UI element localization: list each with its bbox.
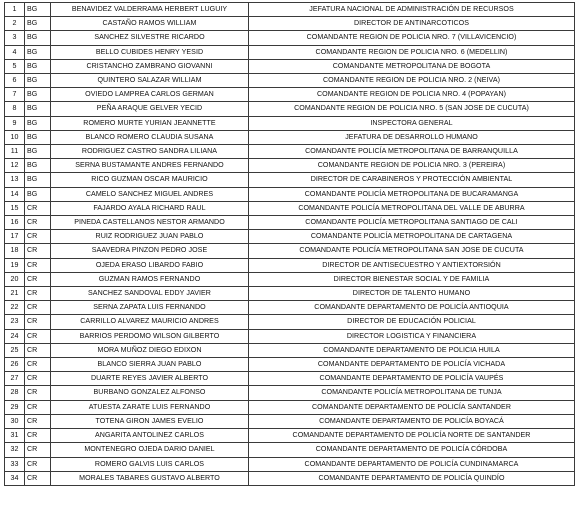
rank-cell: CR [25,301,51,315]
row-number: 16 [5,216,25,230]
table-row [5,386,575,400]
officer-name-cell: MONTENEGRO OJEDA DARIO DANIEL [51,443,249,457]
table-row [5,145,575,159]
table-row [5,31,575,45]
row-number: 21 [5,287,25,301]
officer-name-cell: PEÑA ARAQUE GELVER YECID [51,102,249,116]
row-number: 17 [5,230,25,244]
row-number: 31 [5,429,25,443]
officer-name-cell: ANGARITA ANTOLINEZ CARLOS [51,429,249,443]
officer-name-cell: ROMERO GALVIS LUIS CARLOS [51,457,249,471]
position-cell: COMANDANTE DEPARTAMENTO DE POLICÍA QUINDÍO [249,471,575,485]
officer-name-cell: CARRILLO ALVAREZ MAURICIO ANDRES [51,315,249,329]
officer-name-cell: QUINTERO SALAZAR WILLIAM [51,74,249,88]
table-row [5,17,575,31]
table-row [5,329,575,343]
rank-cell: BG [25,130,51,144]
rank-cell: CR [25,343,51,357]
position-cell: COMANDANTE POLICÍA METROPOLITANA DE CARTAGENA [249,230,575,244]
position-cell: DIRECTOR DE TALENTO HUMANO [249,287,575,301]
row-number: 4 [5,45,25,59]
row-number: 9 [5,116,25,130]
table-row [5,372,575,386]
table-row [5,443,575,457]
position-cell: COMANDANTE POLICÍA METROPOLITANA DEL VALLE DE ABURRA [249,201,575,215]
row-number: 13 [5,173,25,187]
row-number: 25 [5,343,25,357]
rank-cell: BG [25,116,51,130]
position-cell: COMANDANTE REGION DE POLICIA NRO. 7 (VILLAVICENCIO) [249,31,575,45]
rank-cell: CR [25,429,51,443]
row-number: 20 [5,272,25,286]
table-row [5,343,575,357]
position-cell: COMANDANTE REGION DE POLICIA NRO. 6 (MEDELLIN) [249,45,575,59]
row-number: 29 [5,400,25,414]
table-row [5,216,575,230]
position-cell: COMANDANTE DEPARTAMENTO DE POLICÍA CÓRDOBA [249,443,575,457]
rank-cell: BG [25,17,51,31]
officer-name-cell: SANCHEZ SILVESTRE RICARDO [51,31,249,45]
position-cell: COMANDANTE DEPARTAMENTO DE POLICÍA CUNDINAMARCA [249,457,575,471]
rank-cell: CR [25,414,51,428]
position-cell: COMANDANTE METROPOLITANA DE BOGOTA [249,59,575,73]
officer-name-cell: RODRIGUEZ CASTRO SANDRA LILIANA [51,145,249,159]
table-row [5,159,575,173]
table-row [5,230,575,244]
rank-cell: CR [25,386,51,400]
position-cell: COMANDANTE DEPARTAMENTO DE POLICÍA SANTANDER [249,400,575,414]
officer-name-cell: ROMERO MURTE YURIAN JEANNETTE [51,116,249,130]
row-number: 10 [5,130,25,144]
position-cell: DIRECTOR DE CARABINEROS Y PROTECCIÓN AMBIENTAL [249,173,575,187]
position-cell: COMANDANTE DEPARTAMENTO DE POLICÍA ANTIOQUIA [249,301,575,315]
position-cell: COMANDANTE POLICÍA METROPOLITANA SAN JOSE DE CUCUTA [249,244,575,258]
rank-cell: CR [25,244,51,258]
rank-cell: CR [25,201,51,215]
position-cell: DIRECTOR BIENESTAR SOCIAL Y DE FAMILIA [249,272,575,286]
position-cell: COMANDANTE POLICÍA METROPOLITANA DE TUNJA [249,386,575,400]
position-cell: COMANDANTE REGION DE POLICIA NRO. 4 (POPAYAN) [249,88,575,102]
officer-name-cell: OJEDA ERASO LIBARDO FABIO [51,258,249,272]
position-cell: COMANDANTE DEPARTAMENTO DE POLICÍA VICHADA [249,358,575,372]
position-cell: DIRECTOR DE ANTINARCOTICOS [249,17,575,31]
table-row [5,187,575,201]
officer-name-cell: BELLO CUBIDES HENRY YESID [51,45,249,59]
table-row [5,59,575,73]
table-row [5,315,575,329]
officer-name-cell: BARRIOS PERDOMO WILSON GILBERTO [51,329,249,343]
row-number: 22 [5,301,25,315]
position-cell: COMANDANTE DEPARTAMENTO DE POLICIA HUILA [249,343,575,357]
officer-name-cell: ATUESTA ZARATE LUIS FERNANDO [51,400,249,414]
rank-cell: CR [25,216,51,230]
row-number: 5 [5,59,25,73]
rank-cell: CR [25,230,51,244]
officer-name-cell: GUZMAN RAMOS FERNANDO [51,272,249,286]
officer-name-cell: BLANCO SIERRA JUAN PABLO [51,358,249,372]
row-number: 30 [5,414,25,428]
position-cell: DIRECTOR LOGISTICA Y FINANCIERA [249,329,575,343]
rank-cell: BG [25,173,51,187]
table-row [5,88,575,102]
rank-cell: CR [25,471,51,485]
table-row [5,102,575,116]
rank-cell: BG [25,102,51,116]
position-cell: JEFATURA NACIONAL DE ADMINISTRACIÓN DE RECURSOS [249,3,575,17]
table-row [5,258,575,272]
position-cell: INSPECTORA GENERAL [249,116,575,130]
officer-name-cell: BLANCO ROMERO CLAUDIA SUSANA [51,130,249,144]
officer-name-cell: DUARTE REYES JAVIER ALBERTO [51,372,249,386]
table-row [5,74,575,88]
officer-name-cell: RUIZ RODRIGUEZ JUAN PABLO [51,230,249,244]
officer-name-cell: PINEDA CASTELLANOS NESTOR ARMANDO [51,216,249,230]
rank-cell: CR [25,457,51,471]
rank-cell: CR [25,372,51,386]
row-number: 34 [5,471,25,485]
table-row [5,429,575,443]
table-row [5,272,575,286]
table-row [5,116,575,130]
officer-name-cell: SERNA ZAPATA LUIS FERNANDO [51,301,249,315]
rank-cell: CR [25,272,51,286]
officer-name-cell: TOTENA GIRON JAMES EVELIO [51,414,249,428]
row-number: 15 [5,201,25,215]
officers-table [4,2,575,486]
table-row [5,301,575,315]
row-number: 8 [5,102,25,116]
rank-cell: CR [25,258,51,272]
row-number: 26 [5,358,25,372]
row-number: 27 [5,372,25,386]
rank-cell: BG [25,159,51,173]
table-row [5,201,575,215]
row-number: 23 [5,315,25,329]
officer-name-cell: CRISTANCHO ZAMBRANO GIOVANNI [51,59,249,73]
rank-cell: BG [25,3,51,17]
position-cell: DIRECTOR DE EDUCACIÓN POLICIAL [249,315,575,329]
position-cell: COMANDANTE POLICÍA METROPOLITANA DE BUCARAMANGA [249,187,575,201]
officer-name-cell: CAMELO SANCHEZ MIGUEL ANDRES [51,187,249,201]
position-cell: COMANDANTE POLICÍA METROPOLITANA SANTIAGO DE CALI [249,216,575,230]
rank-cell: BG [25,31,51,45]
position-cell: COMANDANTE DEPARTAMENTO DE POLICÍA VAUPÉS [249,372,575,386]
rank-cell: CR [25,315,51,329]
row-number: 18 [5,244,25,258]
table-row [5,45,575,59]
officers-table-body [5,3,575,486]
rank-cell: BG [25,45,51,59]
row-number: 11 [5,145,25,159]
row-number: 2 [5,17,25,31]
rank-cell: BG [25,145,51,159]
position-cell: COMANDANTE POLICÍA METROPOLITANA DE BARRANQUILLA [249,145,575,159]
table-row [5,173,575,187]
rank-cell: BG [25,187,51,201]
rank-cell: BG [25,88,51,102]
officer-name-cell: BURBANO GONZALEZ ALFONSO [51,386,249,400]
row-number: 3 [5,31,25,45]
table-row [5,244,575,258]
officer-name-cell: CASTAÑO RAMOS WILLIAM [51,17,249,31]
officer-name-cell: SERNA BUSTAMANTE ANDRES FERNANDO [51,159,249,173]
position-cell: JEFATURA DE DESARROLLO HUMANO [249,130,575,144]
officer-name-cell: OVIEDO LAMPREA CARLOS GERMAN [51,88,249,102]
rank-cell: BG [25,59,51,73]
position-cell: COMANDANTE REGION DE POLICIA NRO. 5 (SAN JOSE DE CUCUTA) [249,102,575,116]
officer-name-cell: MORA MUÑOZ DIEGO EDIXON [51,343,249,357]
row-number: 33 [5,457,25,471]
rank-cell: CR [25,329,51,343]
row-number: 12 [5,159,25,173]
rank-cell: CR [25,443,51,457]
table-row [5,358,575,372]
position-cell: DIRECTOR DE ANTISECUESTRO Y ANTIEXTORSIÓN [249,258,575,272]
row-number: 32 [5,443,25,457]
officer-name-cell: SANCHEZ SANDOVAL EDDY JAVIER [51,287,249,301]
row-number: 1 [5,3,25,17]
row-number: 6 [5,74,25,88]
position-cell: COMANDANTE DEPARTAMENTO DE POLICÍA BOYACÁ [249,414,575,428]
table-row [5,3,575,17]
table-row [5,471,575,485]
row-number: 28 [5,386,25,400]
row-number: 24 [5,329,25,343]
table-row [5,457,575,471]
position-cell: COMANDANTE REGION DE POLICIA NRO. 3 (PEREIRA) [249,159,575,173]
officer-name-cell: BENAVIDEZ VALDERRAMA HERBERT LUGUIY [51,3,249,17]
rank-cell: CR [25,400,51,414]
table-row [5,414,575,428]
position-cell: COMANDANTE REGION DE POLICIA NRO. 2 (NEIVA) [249,74,575,88]
officer-name-cell: RICO GUZMAN OSCAR MAURICIO [51,173,249,187]
row-number: 7 [5,88,25,102]
position-cell: COMANDANTE DEPARTAMENTO DE POLICÍA NORTE DE SANTANDER [249,429,575,443]
officer-name-cell: SAAVEDRA PINZON PEDRO JOSE [51,244,249,258]
table-row [5,400,575,414]
table-row [5,130,575,144]
table-row [5,287,575,301]
rank-cell: CR [25,358,51,372]
row-number: 19 [5,258,25,272]
officer-name-cell: FAJARDO AYALA RICHARD RAUL [51,201,249,215]
rank-cell: CR [25,287,51,301]
row-number: 14 [5,187,25,201]
rank-cell: BG [25,74,51,88]
officer-name-cell: MORALES TABARES GUSTAVO ALBERTO [51,471,249,485]
